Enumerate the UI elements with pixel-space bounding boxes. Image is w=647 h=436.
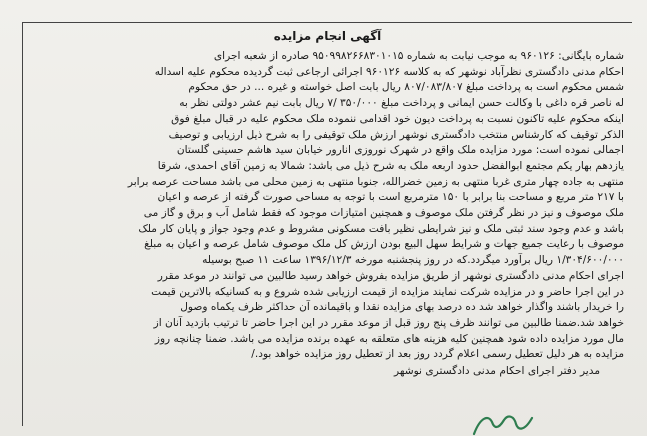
notice-body [31, 49, 624, 363]
notice-line: ملک موصوف و نیز در نظر گرفتن ملک موصوف و همچنین امتیازات موجود که فقط شامل آب و برق و گاز می [143, 207, 624, 220]
notice-line: باشد و عدم وجود سند ثبتی ملک و نیز شرایطی نظیر بافت مسکونی مشروط و عدم وجود جواز و پایان کار ملک [138, 222, 624, 235]
notice-line: با ۲۱۷ متر مربع و مساحت بنا برابر با ۱۵۰ مترمربع است با توجه به مساحی صورت گرفته از عرصه و اعیان [157, 191, 624, 204]
notice-line: مزایده به هر دلیل تعطیل رسمی اعلام گردد روز بعد از تعطیل روز مزایده خواهد بود./ [251, 348, 624, 361]
notice-line: الذکر توقیف که کارشناس منتخب دادگستری نوشهر ارزش ملک توقیفی را به شرح ذیل ارزیابی و توصیف [168, 128, 624, 141]
handwritten-mark-icon [470, 410, 540, 436]
notice-line: مال مورد مزایده داده شود همچنین کلیه هزینه های متعلقه به عهده برنده مزایده می باشد. ضمنا چنانچه روز [154, 332, 624, 345]
notice-line: خواهد شد.ضمنا طالبین می توانند ظرف پنج روز قبل از موعد مقرر در این اجرا حاضر تا ترتیب بازدید آنان از [153, 316, 624, 329]
notice-line: احکام مدنی دادگستری نظرآباد نوشهر که به کلاسه ۹۶۰۱۲۶ اجرائی ارجاعی ثبت گردیده محکوم علیه اسداله [154, 65, 624, 78]
notice-line: شماره بایگانی: ۹۶۰۱۲۶ به موجب نیابت به شماره ۹۵۰۹۹۸۲۶۶۸۳۰۱۰۱۵ صادره از شعبه اجرای [213, 50, 624, 62]
notice-title: آگهی انجام مزایده [273, 29, 382, 43]
signature-line: مدیر دفتر اجرای احکام مدنی دادگستری نوشهر [393, 365, 600, 378]
notice-line: موصوف با رعایت جمیع جهات و شرایط سهل البیع بودن ارزش کل ملک موصوف شامل عرصه و اعیان به مبلغ [144, 238, 624, 251]
notice-line: اجرای احکام مدنی دادگستری نوشهر از طریق مزایده بفروش خواهد رسید طالبین می توانند در موعد مقرر [157, 269, 624, 282]
notice-line: یازدهم بهار یکم مجتمع ابوالفضل حدود اربعه ملک به شرح ذیل می باشد: شمالا به زمین آقای احمدی، شرقا [157, 159, 624, 172]
notice-line: ۱/۳۰۴/۶۰۰/۰۰۰ ریال برآورد میگردد.که در روز پنجشنبه مورخه ۱۳۹۶/۱۲/۳ ساعت ۱۱ صبح بوسیله [202, 254, 624, 267]
notice-line: له ناصر قره داغی با وکالت حسن ایمانی و پرداخت مبلغ ۳۵۰/۰۰۰ /۷ ریال بابت نیم عشر دولتی نظر به [179, 97, 624, 110]
notice-line: اجمالی نموده است: مورد مزایده ملک واقع در شهرک نوروزی انارور خیابان سید هاشم حسینی گلستان [176, 144, 624, 157]
notice-line: منتهی به جاده چهار متری غربا منتهی به زمین خضرالله، جنوبا منتهی به زمین محلی می باشد مساحت عرصه برابر [127, 175, 624, 188]
auction-notice [22, 22, 632, 426]
notice-line: را خریدار باشند واگذار خواهد شد ده درصد بهای مزایده نقدا و باقیمانده آن حداکثر ظرف یکماه وصول [180, 301, 624, 314]
notice-line: شمس محکوم است به پرداخت مبلغ ۸۰۷/۰۸۳/۸۰۷ ریال بابت اصل خواسته و غیره ... در حق محکوم [188, 81, 624, 94]
notice-line: اینکه محکوم علیه تاکنون نسبت به پرداخت دیون خود اقدامی ننموده ملک محکوم علیه در قبال مبلغ فوق [171, 112, 624, 125]
notice-line: در این اجرا حاضر و در مزایده شرکت نمایند مزایده از قیمت ارزیابی شده شروع و به کسانیکه بالاترین قیمت [151, 285, 624, 298]
